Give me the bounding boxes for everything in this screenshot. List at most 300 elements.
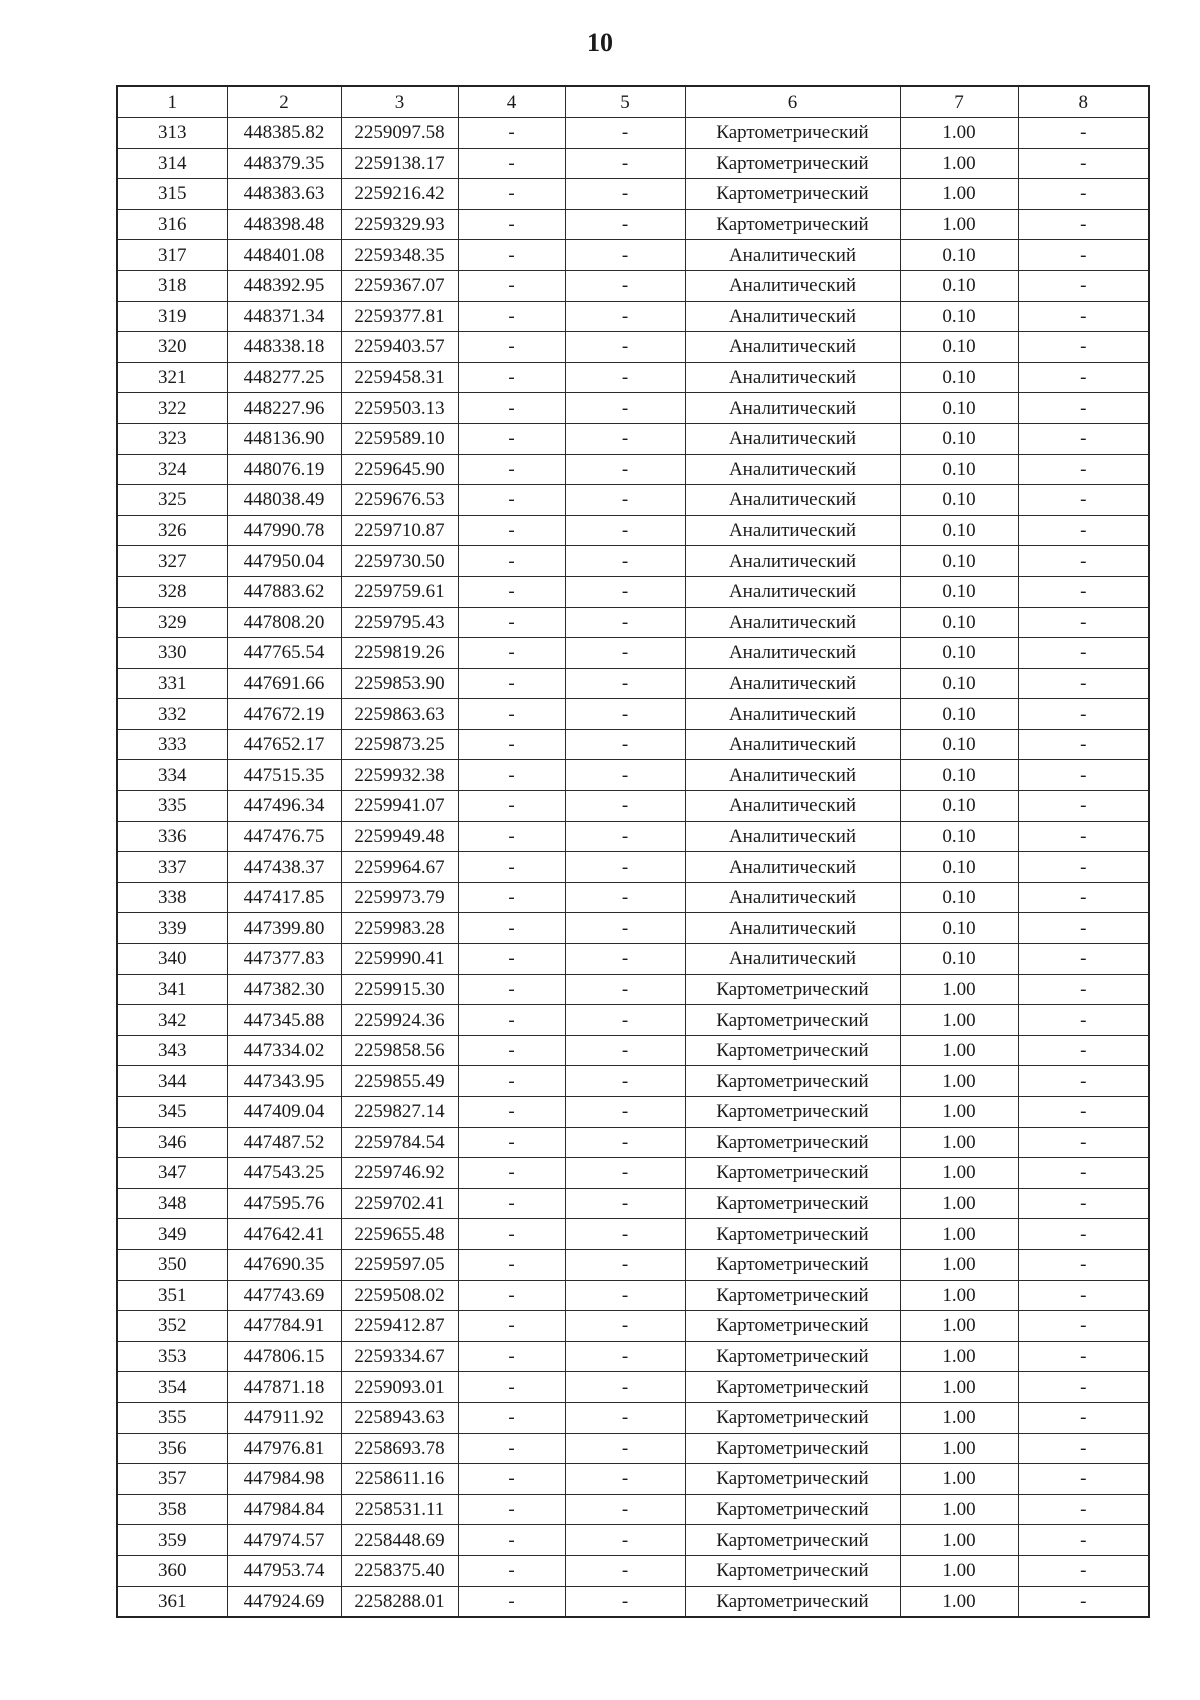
y-coordinate-cell: 2259589.10	[341, 423, 458, 454]
method-cell: Картометрический	[685, 1341, 900, 1372]
col4-cell: -	[458, 332, 565, 363]
col5-cell: -	[565, 1341, 685, 1372]
point-number-cell: 316	[117, 209, 227, 240]
y-coordinate-cell: 2259973.79	[341, 882, 458, 913]
y-coordinate-cell: 2259855.49	[341, 1066, 458, 1097]
point-number-cell: 318	[117, 270, 227, 301]
method-cell: Аналитический	[685, 882, 900, 913]
col8-cell: -	[1018, 423, 1149, 454]
col4-cell: -	[458, 1586, 565, 1617]
method-cell: Картометрический	[685, 118, 900, 149]
accuracy-cell: 1.00	[900, 1280, 1018, 1311]
y-coordinate-cell: 2258943.63	[341, 1402, 458, 1433]
table-row	[117, 301, 1149, 332]
x-coordinate-cell: 447417.85	[227, 882, 341, 913]
point-number-cell: 331	[117, 668, 227, 699]
col5-cell: -	[565, 546, 685, 577]
col4-cell: -	[458, 148, 565, 179]
y-coordinate-cell: 2259983.28	[341, 913, 458, 944]
y-coordinate-cell: 2259964.67	[341, 852, 458, 883]
accuracy-cell: 1.00	[900, 1005, 1018, 1036]
col5-cell: -	[565, 607, 685, 638]
col4-cell: -	[458, 423, 565, 454]
method-cell: Картометрический	[685, 1402, 900, 1433]
y-coordinate-cell: 2259403.57	[341, 332, 458, 363]
accuracy-cell: 1.00	[900, 148, 1018, 179]
col4-cell: -	[458, 362, 565, 393]
method-cell: Картометрический	[685, 1372, 900, 1403]
y-coordinate-cell: 2259853.90	[341, 668, 458, 699]
col5-cell: -	[565, 699, 685, 730]
col8-cell: -	[1018, 1402, 1149, 1433]
method-cell: Аналитический	[685, 270, 900, 301]
accuracy-cell: 0.10	[900, 882, 1018, 913]
accuracy-cell: 1.00	[900, 1066, 1018, 1097]
y-coordinate-cell: 2258611.16	[341, 1464, 458, 1495]
point-number-cell: 314	[117, 148, 227, 179]
col5-cell: -	[565, 1311, 685, 1342]
x-coordinate-cell: 447487.52	[227, 1127, 341, 1158]
x-coordinate-cell: 448277.25	[227, 362, 341, 393]
method-cell: Картометрический	[685, 1097, 900, 1128]
col8-cell: -	[1018, 668, 1149, 699]
x-coordinate-cell: 447883.62	[227, 576, 341, 607]
table-row	[117, 1249, 1149, 1280]
method-cell: Аналитический	[685, 852, 900, 883]
table-row	[117, 638, 1149, 669]
y-coordinate-cell: 2259216.42	[341, 179, 458, 210]
method-cell: Аналитический	[685, 240, 900, 271]
method-cell: Картометрический	[685, 148, 900, 179]
col8-cell: -	[1018, 546, 1149, 577]
col4-cell: -	[458, 974, 565, 1005]
col4-cell: -	[458, 1280, 565, 1311]
col8-cell: -	[1018, 1372, 1149, 1403]
col8-cell: -	[1018, 576, 1149, 607]
col4-cell: -	[458, 638, 565, 669]
y-coordinate-cell: 2259759.61	[341, 576, 458, 607]
point-number-cell: 324	[117, 454, 227, 485]
col4-cell: -	[458, 913, 565, 944]
accuracy-cell: 0.10	[900, 729, 1018, 760]
col8-cell: -	[1018, 485, 1149, 516]
accuracy-cell: 0.10	[900, 668, 1018, 699]
table-row	[117, 454, 1149, 485]
accuracy-cell: 0.10	[900, 821, 1018, 852]
accuracy-cell: 0.10	[900, 791, 1018, 822]
point-number-cell: 352	[117, 1311, 227, 1342]
col5-cell: -	[565, 1097, 685, 1128]
table-row	[117, 1311, 1149, 1342]
table-row	[117, 1158, 1149, 1189]
table-row	[117, 1494, 1149, 1525]
table-row	[117, 1188, 1149, 1219]
col5-cell: -	[565, 1219, 685, 1250]
col5-cell: -	[565, 454, 685, 485]
col8-cell: -	[1018, 760, 1149, 791]
col4-cell: -	[458, 760, 565, 791]
y-coordinate-cell: 2258448.69	[341, 1525, 458, 1556]
col5-cell: -	[565, 638, 685, 669]
table-row	[117, 821, 1149, 852]
accuracy-cell: 1.00	[900, 1555, 1018, 1586]
col4-cell: -	[458, 515, 565, 546]
accuracy-cell: 1.00	[900, 179, 1018, 210]
y-coordinate-cell: 2259932.38	[341, 760, 458, 791]
method-cell: Картометрический	[685, 1127, 900, 1158]
col5-cell: -	[565, 148, 685, 179]
col5-cell: -	[565, 1372, 685, 1403]
accuracy-cell: 1.00	[900, 1158, 1018, 1189]
x-coordinate-cell: 448038.49	[227, 485, 341, 516]
method-cell: Картометрический	[685, 1249, 900, 1280]
col8-cell: -	[1018, 1494, 1149, 1525]
col8-cell: -	[1018, 118, 1149, 149]
accuracy-cell: 1.00	[900, 1372, 1018, 1403]
col4-cell: -	[458, 546, 565, 577]
col5-cell: -	[565, 1066, 685, 1097]
col4-cell: -	[458, 1127, 565, 1158]
accuracy-cell: 1.00	[900, 1127, 1018, 1158]
table-row	[117, 1219, 1149, 1250]
method-cell: Аналитический	[685, 393, 900, 424]
x-coordinate-cell: 447984.98	[227, 1464, 341, 1495]
col5-cell: -	[565, 423, 685, 454]
point-number-cell: 344	[117, 1066, 227, 1097]
point-number-cell: 357	[117, 1464, 227, 1495]
y-coordinate-cell: 2259990.41	[341, 944, 458, 975]
table-row	[117, 332, 1149, 363]
y-coordinate-cell: 2259702.41	[341, 1188, 458, 1219]
col4-cell: -	[458, 209, 565, 240]
col8-cell: -	[1018, 1219, 1149, 1250]
x-coordinate-cell: 447476.75	[227, 821, 341, 852]
col4-cell: -	[458, 729, 565, 760]
col4-cell: -	[458, 944, 565, 975]
x-coordinate-cell: 448398.48	[227, 209, 341, 240]
table-row	[117, 1035, 1149, 1066]
accuracy-cell: 1.00	[900, 1249, 1018, 1280]
col4-cell: -	[458, 1555, 565, 1586]
col4-cell: -	[458, 240, 565, 271]
col5-cell: -	[565, 240, 685, 271]
method-cell: Картометрический	[685, 1158, 900, 1189]
method-cell: Аналитический	[685, 454, 900, 485]
accuracy-cell: 0.10	[900, 240, 1018, 271]
table-row	[117, 668, 1149, 699]
table-row	[117, 485, 1149, 516]
accuracy-cell: 1.00	[900, 118, 1018, 149]
col8-cell: -	[1018, 332, 1149, 363]
point-number-cell: 345	[117, 1097, 227, 1128]
column-header-5: 5	[565, 86, 685, 118]
accuracy-cell: 1.00	[900, 1433, 1018, 1464]
table-row	[117, 882, 1149, 913]
method-cell: Картометрический	[685, 179, 900, 210]
table-row	[117, 1525, 1149, 1556]
col4-cell: -	[458, 607, 565, 638]
col8-cell: -	[1018, 1586, 1149, 1617]
y-coordinate-cell: 2259915.30	[341, 974, 458, 1005]
col5-cell: -	[565, 1433, 685, 1464]
col8-cell: -	[1018, 882, 1149, 913]
point-number-cell: 340	[117, 944, 227, 975]
x-coordinate-cell: 447343.95	[227, 1066, 341, 1097]
method-cell: Картометрический	[685, 1494, 900, 1525]
method-cell: Аналитический	[685, 699, 900, 730]
col4-cell: -	[458, 1035, 565, 1066]
col5-cell: -	[565, 1280, 685, 1311]
col4-cell: -	[458, 1219, 565, 1250]
y-coordinate-cell: 2259412.87	[341, 1311, 458, 1342]
point-number-cell: 339	[117, 913, 227, 944]
point-number-cell: 328	[117, 576, 227, 607]
point-number-cell: 323	[117, 423, 227, 454]
col5-cell: -	[565, 1188, 685, 1219]
col4-cell: -	[458, 821, 565, 852]
point-number-cell: 329	[117, 607, 227, 638]
col4-cell: -	[458, 1341, 565, 1372]
col5-cell: -	[565, 821, 685, 852]
point-number-cell: 338	[117, 882, 227, 913]
accuracy-cell: 0.10	[900, 546, 1018, 577]
col4-cell: -	[458, 1464, 565, 1495]
col5-cell: -	[565, 118, 685, 149]
x-coordinate-cell: 447543.25	[227, 1158, 341, 1189]
x-coordinate-cell: 447690.35	[227, 1249, 341, 1280]
y-coordinate-cell: 2259458.31	[341, 362, 458, 393]
method-cell: Картометрический	[685, 1035, 900, 1066]
col5-cell: -	[565, 1525, 685, 1556]
col5-cell: -	[565, 791, 685, 822]
col5-cell: -	[565, 1249, 685, 1280]
table-row	[117, 1464, 1149, 1495]
x-coordinate-cell: 447672.19	[227, 699, 341, 730]
y-coordinate-cell: 2258531.11	[341, 1494, 458, 1525]
x-coordinate-cell: 448392.95	[227, 270, 341, 301]
method-cell: Картометрический	[685, 1219, 900, 1250]
column-header-8: 8	[1018, 86, 1149, 118]
y-coordinate-cell: 2259924.36	[341, 1005, 458, 1036]
y-coordinate-cell: 2259784.54	[341, 1127, 458, 1158]
method-cell: Аналитический	[685, 791, 900, 822]
x-coordinate-cell: 447642.41	[227, 1219, 341, 1250]
method-cell: Картометрический	[685, 1066, 900, 1097]
col8-cell: -	[1018, 821, 1149, 852]
table-row	[117, 148, 1149, 179]
point-number-cell: 326	[117, 515, 227, 546]
x-coordinate-cell: 447990.78	[227, 515, 341, 546]
col4-cell: -	[458, 1188, 565, 1219]
accuracy-cell: 0.10	[900, 393, 1018, 424]
col8-cell: -	[1018, 148, 1149, 179]
table-row	[117, 1372, 1149, 1403]
y-coordinate-cell: 2259334.67	[341, 1341, 458, 1372]
table-row	[117, 240, 1149, 271]
x-coordinate-cell: 448401.08	[227, 240, 341, 271]
col8-cell: -	[1018, 1555, 1149, 1586]
table-row	[117, 118, 1149, 149]
y-coordinate-cell: 2259093.01	[341, 1372, 458, 1403]
y-coordinate-cell: 2259819.26	[341, 638, 458, 669]
col8-cell: -	[1018, 209, 1149, 240]
accuracy-cell: 1.00	[900, 1341, 1018, 1372]
method-cell: Аналитический	[685, 944, 900, 975]
y-coordinate-cell: 2259508.02	[341, 1280, 458, 1311]
method-cell: Картометрический	[685, 1433, 900, 1464]
x-coordinate-cell: 447345.88	[227, 1005, 341, 1036]
col4-cell: -	[458, 668, 565, 699]
col4-cell: -	[458, 882, 565, 913]
table-row	[117, 944, 1149, 975]
point-number-cell: 356	[117, 1433, 227, 1464]
method-cell: Аналитический	[685, 607, 900, 638]
point-number-cell: 332	[117, 699, 227, 730]
method-cell: Картометрический	[685, 1005, 900, 1036]
col4-cell: -	[458, 791, 565, 822]
col8-cell: -	[1018, 179, 1149, 210]
method-cell: Аналитический	[685, 515, 900, 546]
y-coordinate-cell: 2259858.56	[341, 1035, 458, 1066]
col4-cell: -	[458, 852, 565, 883]
x-coordinate-cell: 447984.84	[227, 1494, 341, 1525]
accuracy-cell: 1.00	[900, 209, 1018, 240]
point-number-cell: 337	[117, 852, 227, 883]
point-number-cell: 346	[117, 1127, 227, 1158]
x-coordinate-cell: 447377.83	[227, 944, 341, 975]
accuracy-cell: 0.10	[900, 301, 1018, 332]
y-coordinate-cell: 2258693.78	[341, 1433, 458, 1464]
x-coordinate-cell: 448338.18	[227, 332, 341, 363]
y-coordinate-cell: 2259329.93	[341, 209, 458, 240]
point-number-cell: 361	[117, 1586, 227, 1617]
point-number-cell: 358	[117, 1494, 227, 1525]
table-row	[117, 760, 1149, 791]
col5-cell: -	[565, 1005, 685, 1036]
method-cell: Картометрический	[685, 1555, 900, 1586]
x-coordinate-cell: 447953.74	[227, 1555, 341, 1586]
table-row	[117, 791, 1149, 822]
accuracy-cell: 0.10	[900, 607, 1018, 638]
x-coordinate-cell: 447808.20	[227, 607, 341, 638]
col8-cell: -	[1018, 270, 1149, 301]
col4-cell: -	[458, 485, 565, 516]
col5-cell: -	[565, 576, 685, 607]
col8-cell: -	[1018, 240, 1149, 271]
col8-cell: -	[1018, 791, 1149, 822]
x-coordinate-cell: 448227.96	[227, 393, 341, 424]
table-row	[117, 699, 1149, 730]
col5-cell: -	[565, 515, 685, 546]
coordinates-table	[116, 85, 1150, 1618]
y-coordinate-cell: 2259367.07	[341, 270, 458, 301]
col5-cell: -	[565, 1402, 685, 1433]
accuracy-cell: 0.10	[900, 423, 1018, 454]
table-row	[117, 1005, 1149, 1036]
x-coordinate-cell: 447924.69	[227, 1586, 341, 1617]
x-coordinate-cell: 447974.57	[227, 1525, 341, 1556]
table-row	[117, 546, 1149, 577]
x-coordinate-cell: 447806.15	[227, 1341, 341, 1372]
col4-cell: -	[458, 1372, 565, 1403]
method-cell: Аналитический	[685, 546, 900, 577]
y-coordinate-cell: 2259676.53	[341, 485, 458, 516]
col5-cell: -	[565, 944, 685, 975]
point-number-cell: 359	[117, 1525, 227, 1556]
y-coordinate-cell: 2259746.92	[341, 1158, 458, 1189]
table-row	[117, 515, 1149, 546]
col4-cell: -	[458, 576, 565, 607]
point-number-cell: 334	[117, 760, 227, 791]
point-number-cell: 335	[117, 791, 227, 822]
table-header	[117, 86, 1149, 118]
y-coordinate-cell: 2258288.01	[341, 1586, 458, 1617]
method-cell: Аналитический	[685, 301, 900, 332]
table-row	[117, 1066, 1149, 1097]
method-cell: Аналитический	[685, 423, 900, 454]
point-number-cell: 360	[117, 1555, 227, 1586]
accuracy-cell: 1.00	[900, 1402, 1018, 1433]
point-number-cell: 353	[117, 1341, 227, 1372]
x-coordinate-cell: 448076.19	[227, 454, 341, 485]
col8-cell: -	[1018, 1464, 1149, 1495]
table-row	[117, 423, 1149, 454]
method-cell: Аналитический	[685, 485, 900, 516]
col8-cell: -	[1018, 1311, 1149, 1342]
col8-cell: -	[1018, 1035, 1149, 1066]
col5-cell: -	[565, 882, 685, 913]
column-header-1: 1	[117, 86, 227, 118]
x-coordinate-cell: 447911.92	[227, 1402, 341, 1433]
accuracy-cell: 0.10	[900, 913, 1018, 944]
point-number-cell: 327	[117, 546, 227, 577]
col8-cell: -	[1018, 1127, 1149, 1158]
x-coordinate-cell: 447496.34	[227, 791, 341, 822]
y-coordinate-cell: 2259730.50	[341, 546, 458, 577]
accuracy-cell: 1.00	[900, 1035, 1018, 1066]
accuracy-cell: 1.00	[900, 1525, 1018, 1556]
col4-cell: -	[458, 393, 565, 424]
point-number-cell: 320	[117, 332, 227, 363]
method-cell: Аналитический	[685, 332, 900, 363]
col8-cell: -	[1018, 607, 1149, 638]
y-coordinate-cell: 2259645.90	[341, 454, 458, 485]
x-coordinate-cell: 447691.66	[227, 668, 341, 699]
table-row	[117, 393, 1149, 424]
point-number-cell: 343	[117, 1035, 227, 1066]
accuracy-cell: 0.10	[900, 485, 1018, 516]
method-cell: Картометрический	[685, 1311, 900, 1342]
table-row	[117, 974, 1149, 1005]
accuracy-cell: 0.10	[900, 852, 1018, 883]
col5-cell: -	[565, 1035, 685, 1066]
point-number-cell: 319	[117, 301, 227, 332]
table-row	[117, 362, 1149, 393]
col4-cell: -	[458, 1433, 565, 1464]
col4-cell: -	[458, 1066, 565, 1097]
y-coordinate-cell: 2259377.81	[341, 301, 458, 332]
point-number-cell: 321	[117, 362, 227, 393]
col8-cell: -	[1018, 1249, 1149, 1280]
table-row	[117, 852, 1149, 883]
point-number-cell: 355	[117, 1402, 227, 1433]
col8-cell: -	[1018, 1188, 1149, 1219]
x-coordinate-cell: 447595.76	[227, 1188, 341, 1219]
point-number-cell: 347	[117, 1158, 227, 1189]
accuracy-cell: 1.00	[900, 1219, 1018, 1250]
page-number: 10	[587, 28, 613, 57]
x-coordinate-cell: 447765.54	[227, 638, 341, 669]
